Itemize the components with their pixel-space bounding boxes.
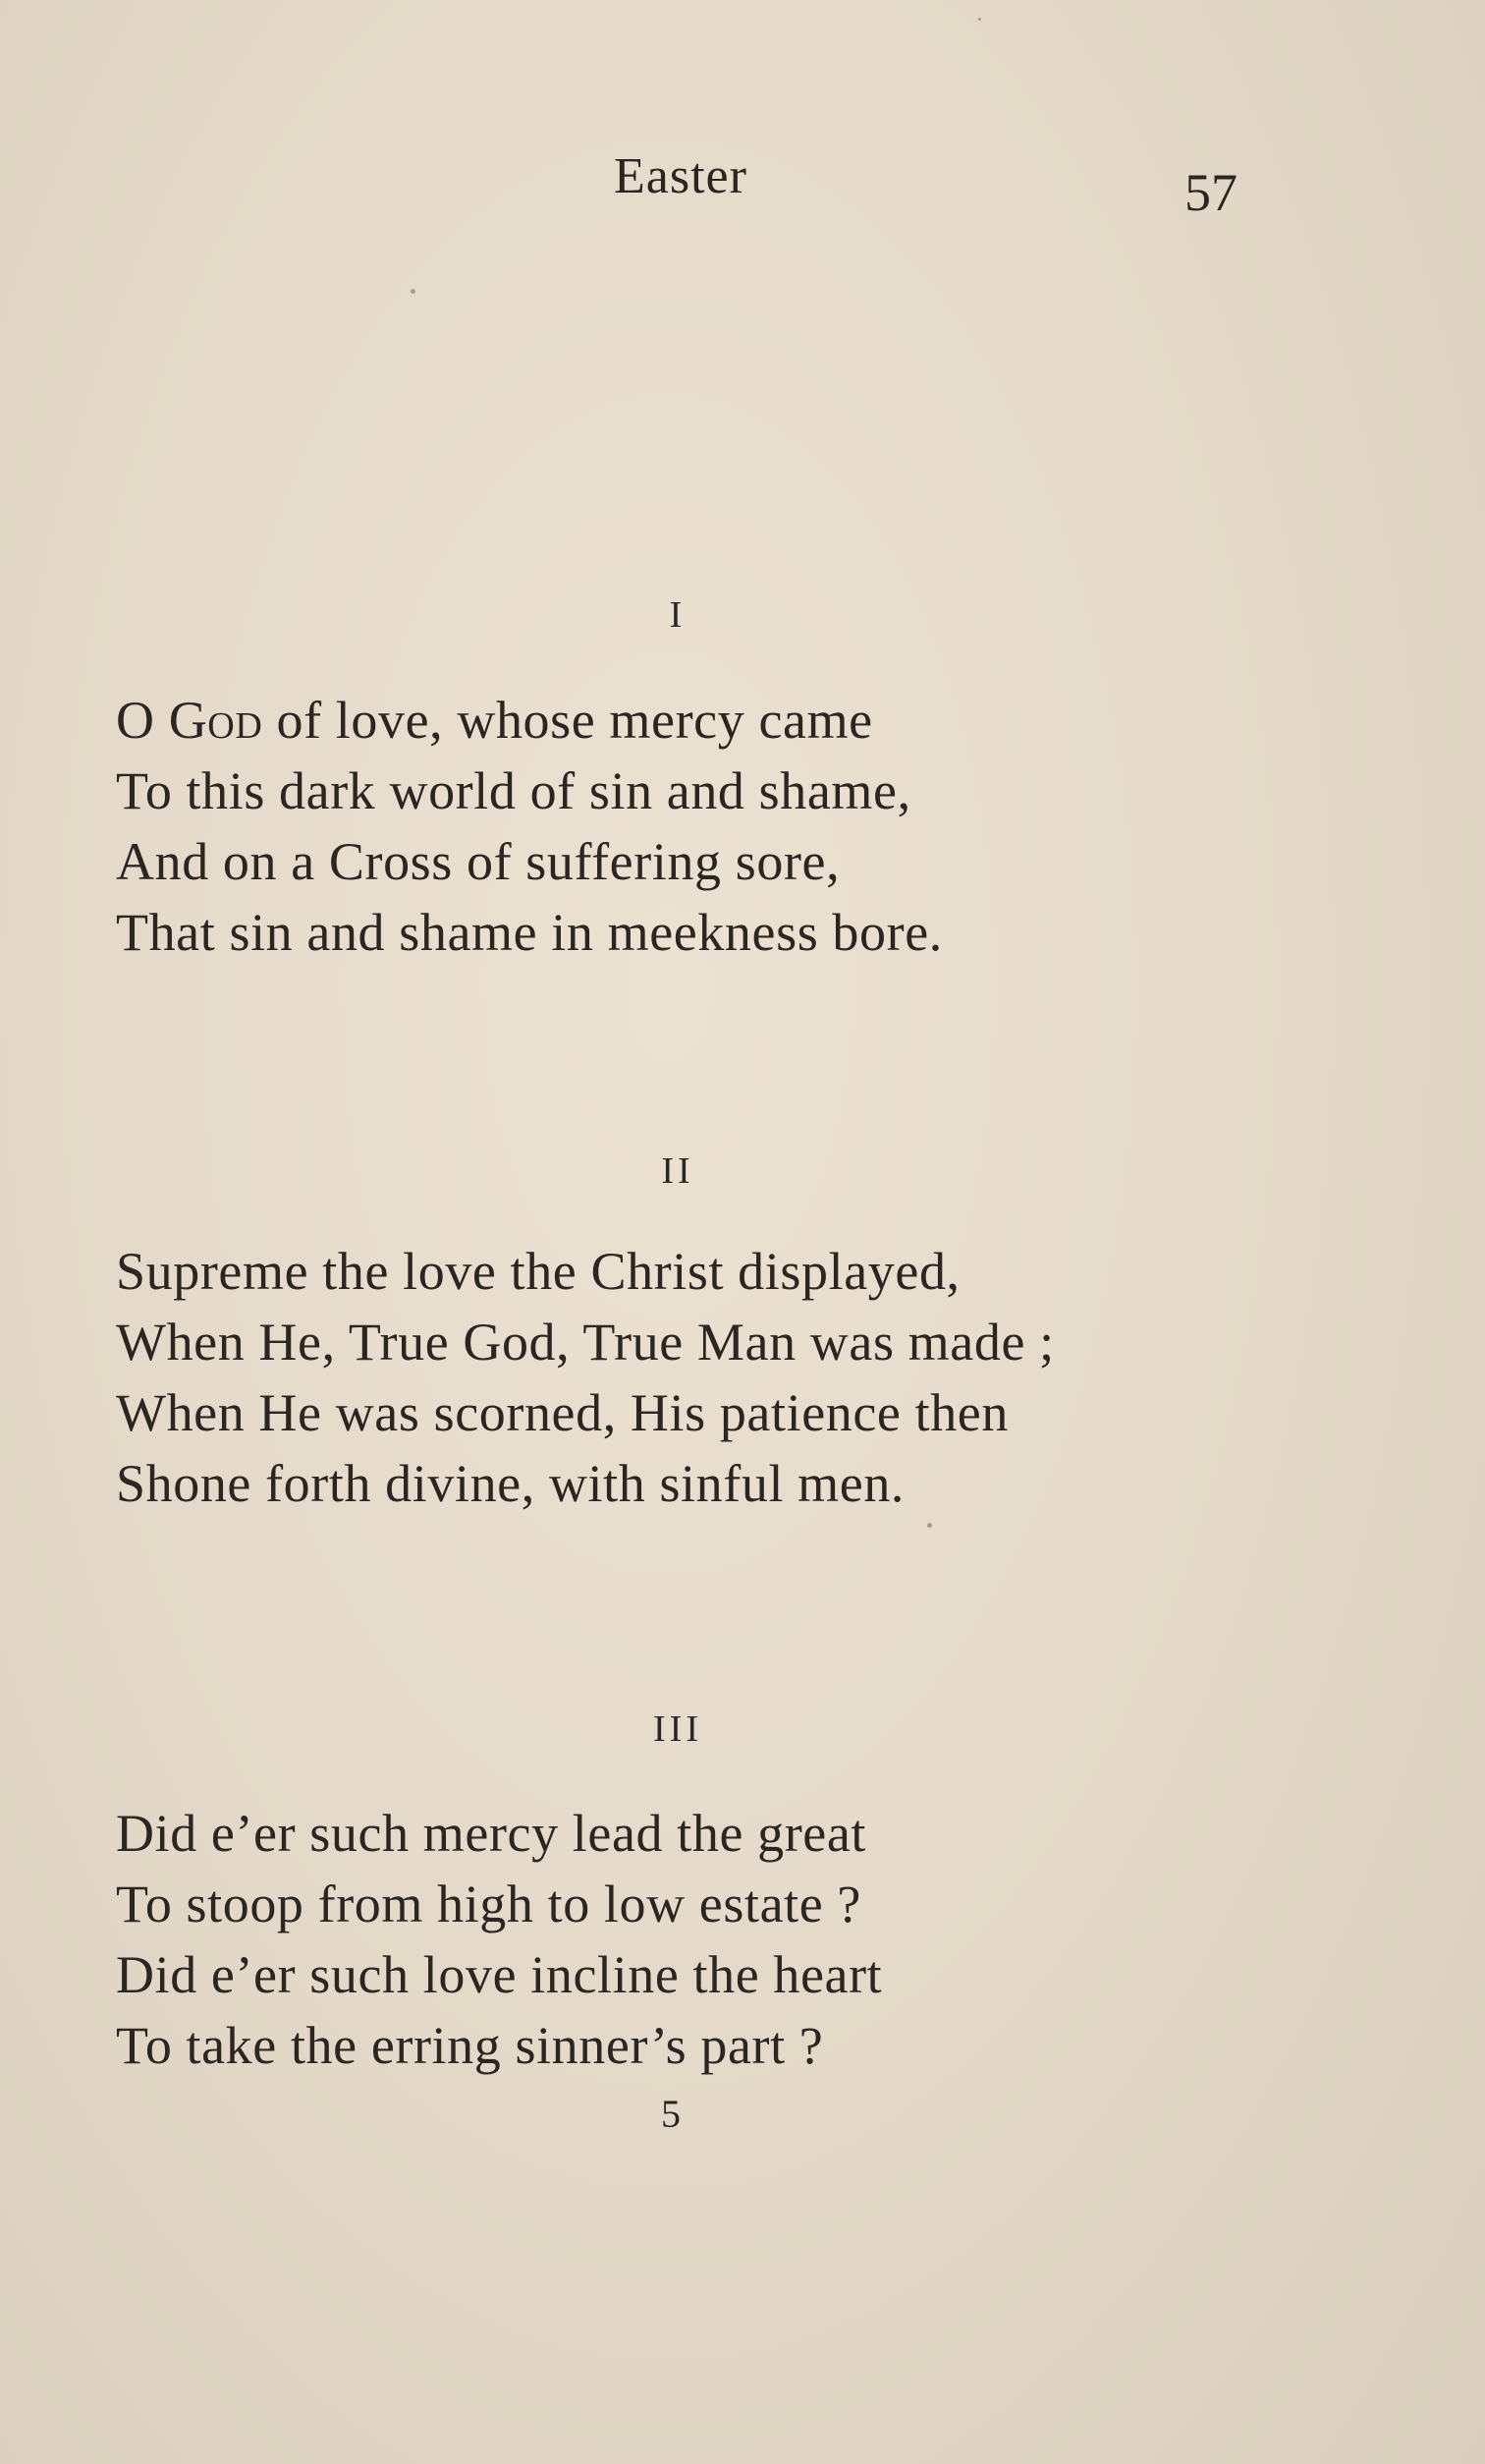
small-caps-word: God xyxy=(168,691,263,750)
stanza-line: To stoop from high to low estate ? xyxy=(116,1875,861,1933)
page-number: 57 xyxy=(1184,163,1238,222)
stanza-line: O God of love, whose mercy came xyxy=(116,691,873,750)
stanza-line: When He, True God, True Man was made ; xyxy=(116,1313,1055,1372)
stanza-numeral-3: III xyxy=(653,1708,702,1750)
running-title: Easter xyxy=(614,148,747,204)
signature-mark: 5 xyxy=(661,2092,681,2136)
stanza-line: And on a Cross of suffering sore, xyxy=(116,832,841,891)
paper-speck xyxy=(927,1523,932,1528)
stanza-2 xyxy=(116,1236,1432,1519)
paper-speck xyxy=(978,18,981,21)
stanza-line: To take the erring sinner’s part ? xyxy=(116,2016,824,2075)
stanza-line: Did e’er such mercy lead the great xyxy=(116,1804,867,1863)
stanza-numeral-1: I xyxy=(669,594,687,636)
stanza-line: When He was scorned, His patience then xyxy=(116,1383,1009,1442)
stanza-3 xyxy=(116,1798,1432,2081)
stanza-line: That sin and shame in meekness bore. xyxy=(116,903,943,962)
stanza-line: To this dark world of sin and shame, xyxy=(116,761,911,820)
stanza-numeral-2: II xyxy=(661,1150,694,1192)
stanza-line: Supreme the love the Christ displayed, xyxy=(116,1242,961,1301)
stanza-line: Did e’er such love incline the heart xyxy=(116,1945,883,2004)
stanza-line: Shone forth divine, with sinful men. xyxy=(116,1454,906,1513)
paper-speck xyxy=(411,289,415,294)
stanza-1 xyxy=(116,685,1432,968)
